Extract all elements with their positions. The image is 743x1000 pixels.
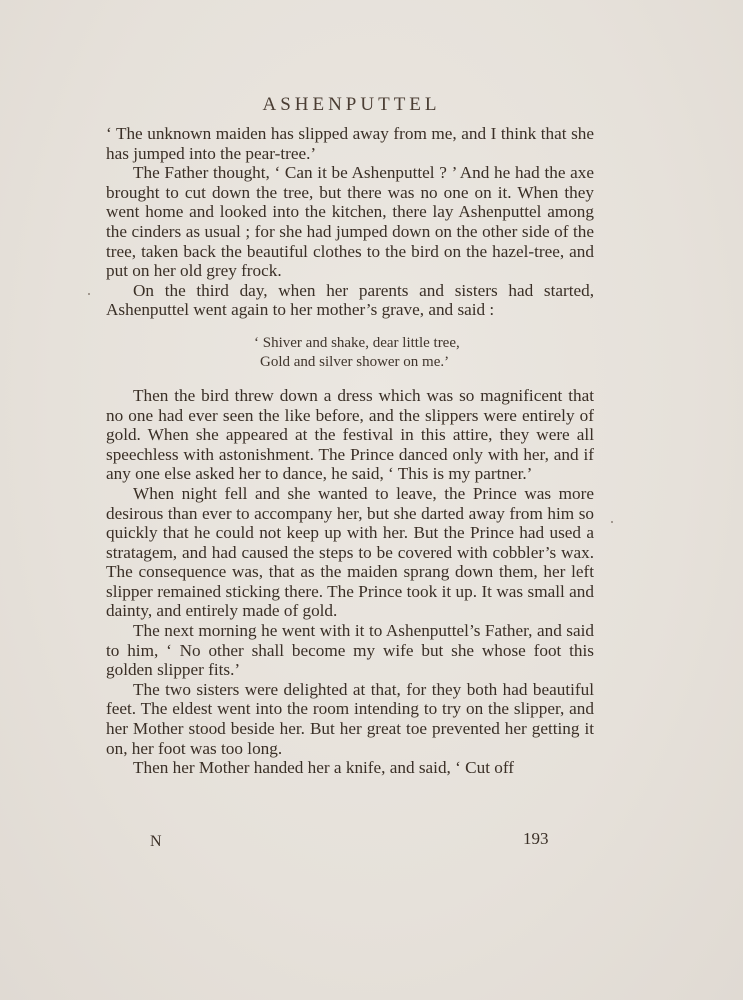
paper-speck xyxy=(88,293,90,295)
signature-mark: N xyxy=(150,833,162,850)
paragraph-4: Then the bird threw down a dress which was so magnificent that no one had ever seen the like before, and the slippers were entirely of gold. When she appeared at the festival in this attire, they were all speechless with astonishment. The Prince danced only with her, and if any one else asked her to dance, he said, ‘ This is my partner.’ xyxy=(106,385,594,484)
page-number: 193 xyxy=(523,829,549,848)
paragraph-7: The two sisters were delighted at that, for they both had beautiful feet. The eldest went into the room intending to try on the slipper, and her Mother stood beside her. But her great toe prevented her getting it on, her foot was too long. xyxy=(106,679,594,758)
verse-line-1: ‘ Shiver and shake, dear little tree, xyxy=(254,334,460,351)
paragraph-5: When night fell and she wanted to leave, the Prince was more desirous than ever to accompany her, but she darted away from him so quickly that he could not keep up with her. But the Prince had used a stratagem, and had caused the steps to be covered with cobbler’s wax. The consequence was, that as the maiden sprang down them, her left slipper remained sticking there. The Prince took it up. It was small and dainty, and entirely made of gold. xyxy=(106,483,594,621)
page-title: ASHENPUTTEL xyxy=(262,94,441,115)
verse-block xyxy=(254,334,594,372)
paragraph-2: The Father thought, ‘ Can it be Ashenputtel ? ’ And he had the axe brought to cut down the tree, but there was no one on it. When they went home and looked into the kitchen, there lay Ashenputtel among the cinders as usual ; for she had jumped down on the other side of the tree, taken back the beautiful clothes to the bird on the hazel-tree, and put on her old grey frock. xyxy=(106,163,594,281)
verse-line-2: Gold and silver shower on me.’ xyxy=(260,353,450,370)
paragraph-1: ‘ The unknown maiden has slipped away from me, and I think that she has jumped into the pear-tree.’ xyxy=(106,124,594,163)
paragraph-3: On the third day, when her parents and sisters had started, Ashenputtel went again to her mother’s grave, and said : xyxy=(106,280,594,320)
paragraph-6: The next morning he went with it to Ashenputtel’s Father, and said to him, ‘ No other shall become my wife but she whose foot this golden slipper fits.’ xyxy=(106,621,594,680)
body-text xyxy=(106,124,594,778)
paper-speck xyxy=(611,521,613,523)
paragraph-8: Then her Mother handed her a knife, and said, ‘ Cut off xyxy=(133,758,515,778)
